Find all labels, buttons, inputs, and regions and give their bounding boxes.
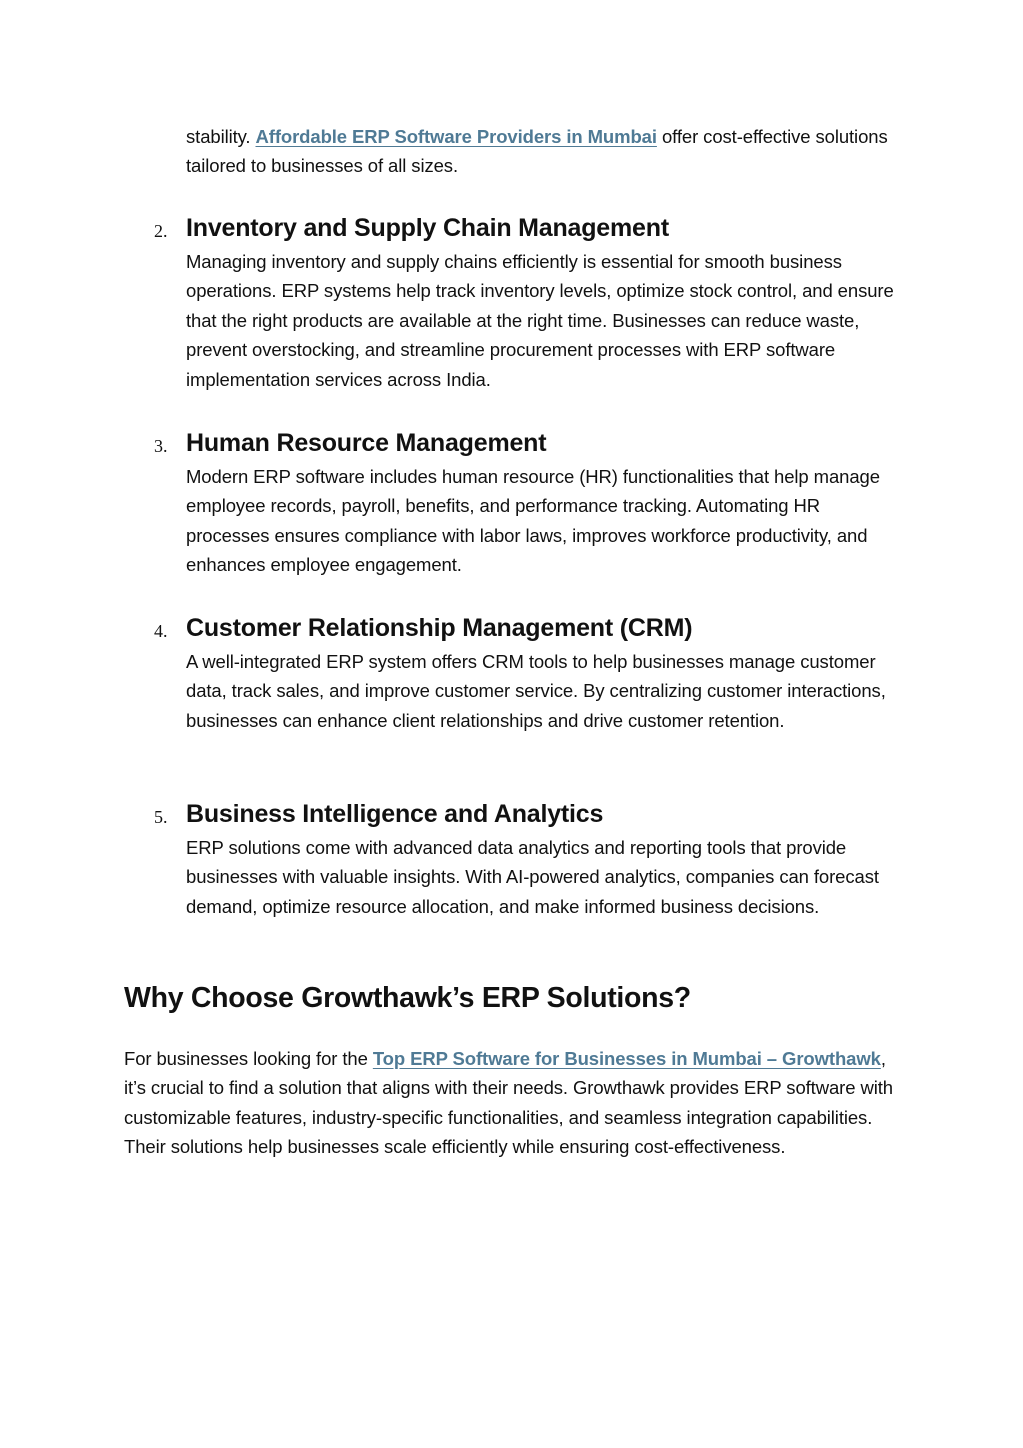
list-item-crm — [154, 612, 906, 735]
list-item-inventory — [154, 212, 906, 394]
list-item-body: ERP solutions come with advanced data analytics and reporting tools that provide businesses with valuable insights. With AI-powered analytics, companies can forecast demand, optimize resource allocation, and make informed business decisions. — [186, 837, 879, 917]
list-item-number: 4. — [154, 621, 168, 641]
intro-text-after: offer cost-effective solutions tailored to businesses of all sizes. — [186, 126, 888, 177]
list-item-heading: Customer Relationship Management (CRM) — [186, 614, 693, 642]
list-item-hr — [154, 427, 906, 580]
intro-paragraph — [186, 122, 906, 181]
list-item-number: 5. — [154, 807, 168, 827]
section-text-before: For businesses looking for the — [124, 1048, 373, 1069]
section-text-after: , it’s crucial to find a solution that aligns with their needs. Growthawk provides ERP software with customizable features, industry-specific functionalities, and seamless integration capabilities. Their solutions help businesses scale efficiently while ensuring cost-effectiveness. — [124, 1048, 893, 1158]
list-item-heading: Business Intelligence and Analytics — [186, 800, 604, 828]
affordable-erp-providers-link[interactable]: Affordable ERP Software Providers in Mumbai — [255, 126, 657, 147]
section-heading: Why Choose Growthawk’s ERP Solutions? — [124, 982, 691, 1014]
list-item-body: Managing inventory and supply chains efficiently is essential for smooth business operations. ERP systems help track inventory levels, optimize stock control, and ensure that the right products are available at the right time. Businesses can reduce waste, prevent overstocking, and streamline procurement processes with ERP software implementation services across India. — [186, 251, 894, 390]
list-item-heading: Human Resource Management — [186, 429, 547, 457]
list-item-body: A well-integrated ERP system offers CRM tools to help businesses manage customer data, track sales, and improve customer service. By centralizing customer interactions, businesses can enhance client relationships and drive customer retention. — [186, 651, 886, 731]
section-paragraph — [124, 1044, 904, 1162]
list-item-body: Modern ERP software includes human resource (HR) functionalities that help manage employee records, payroll, benefits, and performance tracking. Automating HR processes ensures compliance with labor laws, improves workforce productivity, and enhances employee engagement. — [186, 466, 880, 576]
intro-text-before: stability. — [186, 126, 256, 147]
top-erp-growthawk-link[interactable]: Top ERP Software for Businesses in Mumbai – Growthawk — [372, 1048, 881, 1069]
list-item-heading: Inventory and Supply Chain Management — [186, 214, 669, 242]
list-item-number: 3. — [154, 436, 168, 456]
list-item-number: 2. — [154, 221, 168, 241]
list-item-analytics — [154, 798, 906, 921]
